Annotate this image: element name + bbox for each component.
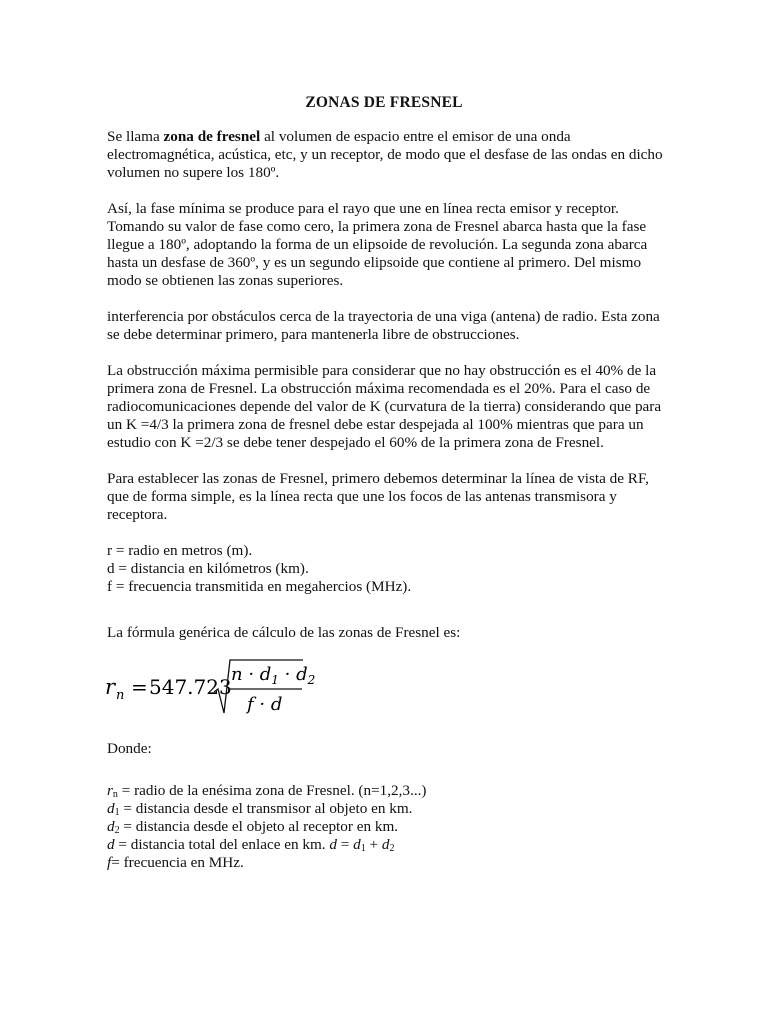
def-d2: $d_2$ = distancia desde el objeto al receptor en km. xyxy=(107,818,399,836)
formula-constant: 547.723 xyxy=(149,675,232,699)
def-d1: $d_1$ = distancia desde el transmisor al objeto en km. xyxy=(107,800,413,818)
formula-graphic xyxy=(105,656,325,718)
var-f: f = frecuencia transmitida en megahercios (MHz). xyxy=(107,578,412,595)
def-f: f= frecuencia en MHz. xyxy=(107,854,244,871)
formula-intro: La fórmula genérica de cálculo de las zonas de Fresnel es: xyxy=(107,624,461,641)
paragraph-phase: Así, la fase mínima se produce para el rayo que une en línea recta emisor y receptor. Tomando su valor de fase como cero, la primera zona de Fresnel abarca hasta que la fase llegue a 180º, adoptando la forma de un elipsoide de revolución. La segunda zona abarca hasta un desfase de 360º, y es un segundo elipsoide que contiene al primero. Del mismo modo se obtienen las zonas superiores. xyxy=(107,200,648,289)
p1-pre: Se llama xyxy=(107,128,164,145)
formula-equals: = xyxy=(131,675,148,699)
donde-label: Donde: xyxy=(107,740,152,757)
p1-bold-term: zona de fresnel xyxy=(163,128,261,145)
formula-lhs: r xyxy=(105,675,116,699)
paragraph-line-of-sight: Para establecer las zonas de Fresnel, primero debemos determinar la línea de vista de RF, que de forma simple, es la línea recta que une los focos de las antenas transmisora y receptora. xyxy=(107,470,649,523)
document-title: ZONAS DE FRESNEL xyxy=(305,94,463,111)
formula-numerator: $n \cdot d_1 \cdot d_2$ xyxy=(231,664,316,687)
def-rn: $r_n$ = radio de la enésima zona de Fresnel. (n=1,2,3...) xyxy=(107,782,427,800)
formula-lhs-sub: n xyxy=(116,688,125,703)
var-d: d = distancia en kilómetros (km). xyxy=(107,560,309,577)
paragraph-obstruction: La obstrucción máxima permisible para considerar que no hay obstrucción es el 40% de la primera zona de Fresnel. La obstrucción máxima recomendada es el 20%. Para el caso de radiocomunicaciones depende del valor de K (curvatura de la tierra) considerando que para un K =4/3 la primera zona de fresnel debe estar despejada al 100% mientras que para un estudio con K =2/3 se debe tener despejado el 60% de la primera zona de Fresnel. xyxy=(107,362,662,451)
paragraph-interference: interferencia por obstáculos cerca de la trayectoria de una viga (antena) de radio. Esta zona se debe determinar primero, para mantenerla libre de obstrucciones. xyxy=(107,308,660,343)
formula-denominator: f · d xyxy=(247,694,283,715)
fresnel-formula xyxy=(105,656,667,718)
definitions-list xyxy=(107,782,667,872)
p1-post: al volumen de espacio entre el emisor de una onda electromagnética, acústica, etc, y un receptor, de modo que el desfase de las ondas en dicho volumen no supere los 180º. xyxy=(107,128,663,181)
var-r: r = radio en metros (m). xyxy=(107,542,253,559)
variable-list xyxy=(107,542,667,596)
document-body xyxy=(107,128,667,872)
def-d: d = distancia total del enlace en km. $d = d_1 + d_2$ xyxy=(107,836,395,854)
paragraph-definition xyxy=(107,128,667,182)
